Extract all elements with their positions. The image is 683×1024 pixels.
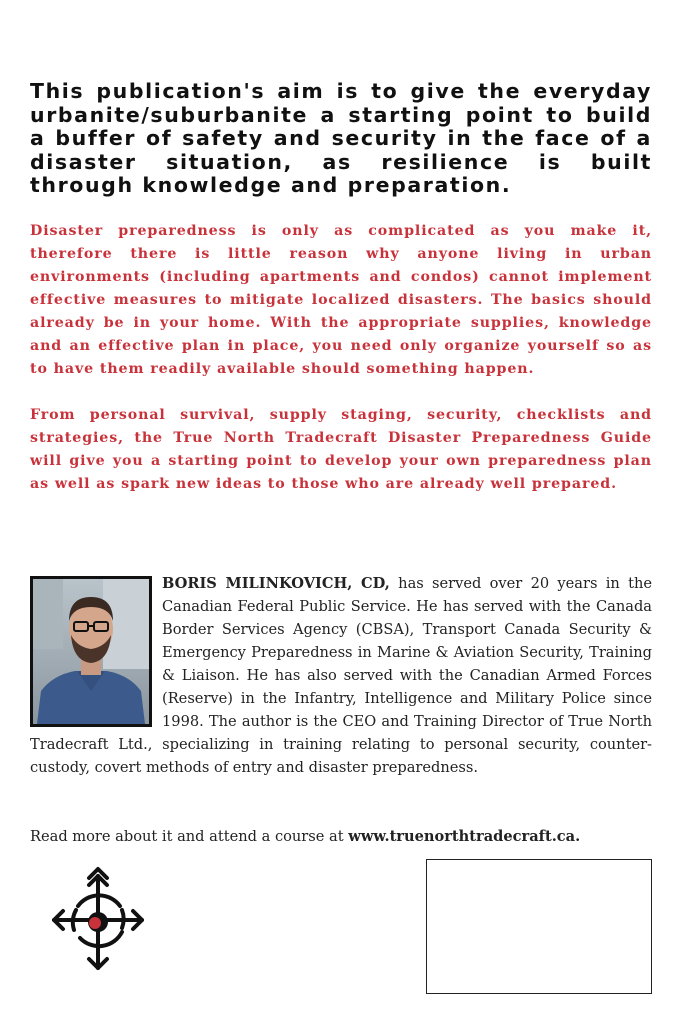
website-link[interactable]: www.truenorthtradecraft.ca. [348, 828, 581, 845]
read-more-text: Read more about it and attend a course at [30, 828, 349, 845]
read-more-line [30, 825, 652, 848]
intro-paragraph: Disaster preparedness is only as complicated as you make it, therefore there is little reason why anyone living in urban environments (including apartments and condos) cannot implement effective measures to mitigate localized disasters. The basics should already be in your home. With the appropriate supplies, knowledge and an effective plan in place, you need only organize yourself so as to have them readily available should something happen. [30, 223, 652, 377]
author-bio-text: has served over 20 years in the Canadian Federal Public Service. He has served with the Canada Border Services Agency (CBSA), Transport Canada Security & Emergency Preparedness in Marine & Aviation Security, Training & Liaison. He has also served with the Canadian Armed Forces (Reserve) in the Infantry, Intelligence and Military Police since 1998. The author is the CEO and Training Director of True North Tradecraft Ltd., specializing in training relating to personal security, counter-custody, covert methods of entry and disaster preparedness. [30, 575, 652, 776]
compass-crosshair-icon [38, 862, 162, 984]
author-name: BORIS MILINKOVICH, CD, [162, 575, 390, 592]
barcode-placeholder [426, 859, 652, 994]
author-bio [30, 572, 652, 779]
summary-paragraph: From personal survival, supply staging, security, checklists and strategies, the True North Tradecraft Disaster Preparedness Guide will give you a starting point to develop your own preparedness plan as well as spark new ideas to those who are already well prepared. [30, 407, 652, 492]
author-photo [30, 576, 152, 727]
headline: This publication's aim is to give the everyday urbanite/suburbanite a starting point to build a buffer of safety and security in the face of a disaster situation, as resilience is built through knowledge and preparation. [30, 79, 652, 197]
